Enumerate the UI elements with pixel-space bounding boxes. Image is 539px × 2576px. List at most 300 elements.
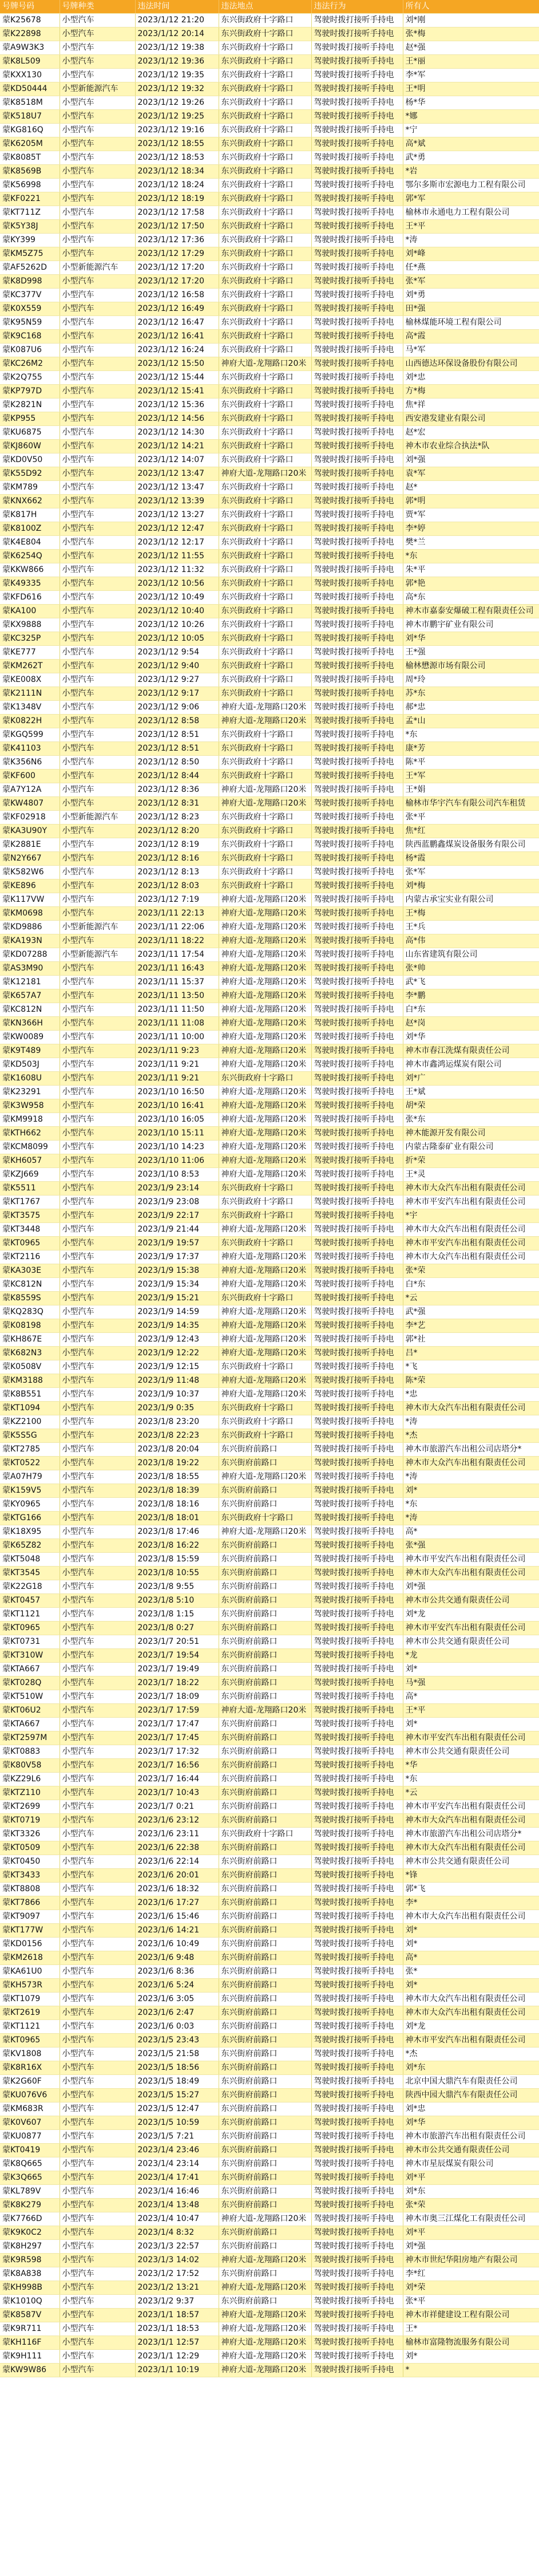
violation-time-cell: 2023/1/11 9:23: [135, 1044, 219, 1058]
violation-behavior-cell: 驾驶时拨打接听手持电: [311, 2240, 403, 2254]
plate-number-cell: 蒙KT3448: [0, 1223, 60, 1237]
violation-time-cell: 2023/1/9 12:43: [135, 1333, 219, 1347]
owner-cell: 高*东: [403, 591, 539, 605]
violation-location-cell: 东兴街政府十字路口: [219, 1512, 311, 1525]
plate-type-cell: 小型汽车: [60, 673, 135, 687]
violation-behavior-cell: 驾驶时拨打接听手持电: [311, 261, 403, 275]
table-row: [0, 1443, 539, 1457]
table-row: [0, 220, 539, 234]
violation-time-cell: 2023/1/12 19:26: [135, 96, 219, 110]
table-row: [0, 1676, 539, 1690]
plate-number-cell: 蒙KH573R: [0, 1979, 60, 1993]
violation-time-cell: 2023/1/12 9:27: [135, 673, 219, 687]
owner-cell: 任*燕: [403, 261, 539, 275]
table-row: [0, 756, 539, 770]
owner-cell: 马*军: [403, 344, 539, 357]
table-row: [0, 1924, 539, 1938]
violation-time-cell: 2023/1/11 16:43: [135, 962, 219, 976]
owner-cell: 陕西中园大鼎汽车有限责任公司: [403, 2089, 539, 2102]
violation-behavior-cell: 驾驶时拨打接听手持电: [311, 151, 403, 165]
plate-number-cell: 蒙K0508V: [0, 1360, 60, 1374]
violation-time-cell: 2023/1/6 22:38: [135, 1841, 219, 1855]
owner-cell: 刘*忠: [403, 2102, 539, 2116]
plate-type-cell: 小型汽车: [60, 453, 135, 467]
violation-behavior-cell: 驾驶时拨打接听手持电: [311, 467, 403, 481]
owner-cell: 赵*岗: [403, 1017, 539, 1031]
table-row: [0, 1470, 539, 1484]
violation-time-cell: 2023/1/11 13:50: [135, 989, 219, 1003]
owner-cell: 马*强: [403, 1676, 539, 1690]
owner-cell: 榆林市华宇汽车有限公司汽车租赁: [403, 797, 539, 811]
violation-location-cell: 东兴街府前路口: [219, 1786, 311, 1800]
plate-number-cell: 蒙KF0221: [0, 192, 60, 206]
table-row: [0, 357, 539, 371]
owner-cell: 神木市公共交通有限责任公司: [403, 1635, 539, 1649]
violation-location-cell: 东兴街府前路口: [219, 1580, 311, 1594]
violation-location-cell: 神府大道-龙翔路口20米: [219, 893, 311, 907]
table-row: [0, 2240, 539, 2254]
table-row: [0, 811, 539, 825]
owner-cell: 内蒙古承宝实业有限公司: [403, 893, 539, 907]
violation-time-cell: 2023/1/12 16:24: [135, 344, 219, 357]
table-row: [0, 1237, 539, 1250]
plate-type-cell: 小型汽车: [60, 2006, 135, 2020]
violation-location-cell: 东兴街政府十字路口: [219, 1237, 311, 1250]
violation-location-cell: 神府大道-龙翔路口20米: [219, 1470, 311, 1484]
table-row: [0, 165, 539, 179]
violation-time-cell: 2023/1/12 14:21: [135, 440, 219, 453]
plate-type-cell: 小型汽车: [60, 989, 135, 1003]
plate-type-cell: 小型汽车: [60, 1731, 135, 1745]
plate-number-cell: 蒙KC812N: [0, 1003, 60, 1017]
violation-time-cell: 2023/1/9 12:22: [135, 1347, 219, 1360]
violation-location-cell: 东兴街府前路口: [219, 2006, 311, 2020]
violation-behavior-cell: 驾驶时拨打接听手持电: [311, 1264, 403, 1278]
violation-time-cell: 2023/1/12 14:56: [135, 412, 219, 426]
owner-cell: *华: [403, 1759, 539, 1773]
violation-time-cell: 2023/1/1 12:29: [135, 2350, 219, 2364]
violation-location-cell: 东兴街府前路口: [219, 1814, 311, 1828]
table-row: [0, 412, 539, 426]
plate-type-cell: 小型汽车: [60, 151, 135, 165]
owner-cell: *锋: [403, 1869, 539, 1883]
plate-type-cell: 小型汽车: [60, 357, 135, 371]
table-row: [0, 1814, 539, 1828]
plate-number-cell: 蒙K3W958: [0, 1099, 60, 1113]
plate-type-cell: 小型汽车: [60, 1855, 135, 1869]
violation-location-cell: 东兴街府前路口: [219, 2130, 311, 2144]
plate-number-cell: 蒙K087U6: [0, 344, 60, 357]
violation-behavior-cell: 驾驶时拨打接听手持电: [311, 701, 403, 715]
table-row: [0, 1182, 539, 1196]
plate-number-cell: 蒙K25678: [0, 14, 60, 27]
violation-time-cell: 2023/1/12 13:27: [135, 508, 219, 522]
violation-behavior-cell: 驾驶时拨打接听手持电: [311, 934, 403, 948]
violation-behavior-cell: 驾驶时拨打接听手持电: [311, 550, 403, 563]
violation-time-cell: 2023/1/9 11:48: [135, 1374, 219, 1388]
table-row: [0, 591, 539, 605]
violation-behavior-cell: 驾驶时拨打接听手持电: [311, 1759, 403, 1773]
violation-location-cell: 东兴街政府十字路口: [219, 508, 311, 522]
violation-time-cell: 2023/1/12 8:50: [135, 756, 219, 770]
violation-location-cell: 神府大道-龙翔路口20米: [219, 1388, 311, 1402]
violation-time-cell: 2023/1/12 19:36: [135, 55, 219, 69]
owner-cell: *东: [403, 1498, 539, 1512]
plate-number-cell: 蒙KF02918: [0, 811, 60, 825]
violation-location-cell: 东兴街府前路口: [219, 1608, 311, 1622]
table-row: [0, 907, 539, 921]
owner-cell: *云: [403, 1786, 539, 1800]
table-row: [0, 1360, 539, 1374]
violation-location-cell: 东兴街政府十字路口: [219, 124, 311, 137]
plate-type-cell: 小型汽车: [60, 206, 135, 220]
violation-location-cell: 东兴街政府十字路口: [219, 110, 311, 124]
plate-type-cell: 小型汽车: [60, 838, 135, 852]
violation-location-cell: 神府大道-龙翔路口20米: [219, 2350, 311, 2364]
plate-number-cell: 蒙KT3545: [0, 1567, 60, 1580]
plate-number-cell: 蒙K7766D: [0, 2212, 60, 2226]
violation-location-cell: 东兴街政府十字路口: [219, 82, 311, 96]
violation-time-cell: 2023/1/6 0:03: [135, 2020, 219, 2034]
violation-location-cell: 东兴街府前路口: [219, 1594, 311, 1608]
violation-behavior-cell: 驾驶时拨打接听手持电: [311, 783, 403, 797]
table-row: [0, 1622, 539, 1635]
owner-cell: 神木市大众汽车出租有限责任公司: [403, 1182, 539, 1196]
table-row: [0, 330, 539, 344]
table-row: [0, 1773, 539, 1786]
owner-cell: 刘*平: [403, 2226, 539, 2240]
owner-cell: 杨*华: [403, 96, 539, 110]
violation-location-cell: 神府大道-龙翔路口20米: [219, 989, 311, 1003]
violation-location-cell: 神府大道-龙翔路口20米: [219, 2254, 311, 2267]
owner-cell: 王*平: [403, 1704, 539, 1718]
plate-number-cell: 蒙K56998: [0, 179, 60, 192]
plate-number-cell: 蒙K9C168: [0, 330, 60, 344]
owner-cell: 神木市公共交通有限责任公司: [403, 1594, 539, 1608]
violation-time-cell: 2023/1/12 15:44: [135, 371, 219, 385]
plate-number-cell: 蒙KT177W: [0, 1924, 60, 1938]
violation-behavior-cell: 驾驶时拨打接听手持电: [311, 1319, 403, 1333]
violation-behavior-cell: 驾驶时拨打接听手持电: [311, 1924, 403, 1938]
plate-type-cell: 小型汽车: [60, 1786, 135, 1800]
plate-type-cell: 小型汽车: [60, 1608, 135, 1622]
violation-location-cell: 东兴街政府十字路口: [219, 1209, 311, 1223]
violation-behavior-cell: 驾驶时拨打接听手持电: [311, 2034, 403, 2048]
violation-time-cell: 2023/1/7 19:49: [135, 1663, 219, 1676]
table-row: [0, 866, 539, 879]
violation-behavior-cell: 驾驶时拨打接听手持电: [311, 1402, 403, 1415]
plate-number-cell: 蒙K65Z82: [0, 1539, 60, 1553]
plate-type-cell: 小型汽车: [60, 2185, 135, 2199]
owner-cell: 神木市平安汽车出租有限责任公司: [403, 1731, 539, 1745]
plate-type-cell: 小型汽车: [60, 1223, 135, 1237]
plate-type-cell: 小型汽车: [60, 234, 135, 247]
violation-behavior-cell: 驾驶时拨打接听手持电: [311, 1704, 403, 1718]
violation-location-cell: 东兴街府前路口: [219, 1635, 311, 1649]
violation-time-cell: 2023/1/6 8:36: [135, 1965, 219, 1979]
violation-behavior-cell: 驾驶时拨打接听手持电: [311, 2144, 403, 2157]
owner-cell: 胡*荣: [403, 1099, 539, 1113]
owner-cell: 王*灵: [403, 1168, 539, 1182]
violation-location-cell: 东兴街府前路口: [219, 2116, 311, 2130]
violation-behavior-cell: 驾驶时拨打接听手持电: [311, 1965, 403, 1979]
plate-type-cell: 小型汽车: [60, 728, 135, 742]
violation-location-cell: 神府大道-龙翔路口20米: [219, 1141, 311, 1154]
violation-time-cell: 2023/1/12 18:34: [135, 165, 219, 179]
table-row: [0, 605, 539, 618]
violation-location-cell: 东兴街政府十字路口: [219, 316, 311, 330]
table-row: [0, 1058, 539, 1072]
violation-time-cell: 2023/1/11 17:54: [135, 948, 219, 962]
plate-type-cell: 小型汽车: [60, 1512, 135, 1525]
plate-type-cell: 小型汽车: [60, 907, 135, 921]
violation-time-cell: 2023/1/2 13:21: [135, 2281, 219, 2295]
violation-time-cell: 2023/1/7 16:56: [135, 1759, 219, 1773]
violation-behavior-cell: 驾驶时拨打接听手持电: [311, 646, 403, 660]
plate-number-cell: 蒙KM9918: [0, 1113, 60, 1127]
owner-cell: 神木市旅游汽车出租公司店塔分*: [403, 1828, 539, 1841]
violation-location-cell: 神府大道-龙翔路口20米: [219, 467, 311, 481]
owner-cell: 苏*东: [403, 687, 539, 701]
violation-behavior-cell: 驾驶时拨打接听手持电: [311, 1058, 403, 1072]
violation-time-cell: 2023/1/4 13:48: [135, 2199, 219, 2212]
violation-behavior-cell: 驾驶时拨打接听手持电: [311, 797, 403, 811]
table-row: [0, 1718, 539, 1731]
violation-time-cell: 2023/1/12 19:35: [135, 69, 219, 82]
violation-location-cell: 神府大道-龙翔路口20米: [219, 715, 311, 728]
violation-location-cell: 东兴街府前路口: [219, 1883, 311, 1896]
violation-time-cell: 2023/1/6 9:48: [135, 1951, 219, 1965]
violation-time-cell: 2023/1/12 18:19: [135, 192, 219, 206]
owner-cell: 高*斌: [403, 137, 539, 151]
owner-cell: 刘*龙: [403, 1608, 539, 1622]
owner-cell: 张*: [403, 1965, 539, 1979]
owner-cell: 郭*社: [403, 1333, 539, 1347]
violation-location-cell: 东兴街政府十字路口: [219, 481, 311, 495]
owner-cell: 刘*强: [403, 453, 539, 467]
plate-type-cell: 小型汽车: [60, 1841, 135, 1855]
table-row: [0, 879, 539, 893]
plate-number-cell: 蒙KF600: [0, 770, 60, 783]
violation-behavior-cell: 驾驶时拨打接听手持电: [311, 481, 403, 495]
violation-time-cell: 2023/1/1 18:57: [135, 2309, 219, 2322]
owner-cell: 神木市平安汽车出租有限责任公司: [403, 1196, 539, 1209]
plate-number-cell: 蒙K41103: [0, 742, 60, 756]
table-row: [0, 1731, 539, 1745]
table-row: [0, 1031, 539, 1044]
owner-cell: 刘*强: [403, 2240, 539, 2254]
plate-type-cell: 小型汽车: [60, 1319, 135, 1333]
plate-number-cell: 蒙K8518M: [0, 96, 60, 110]
owner-cell: 焦*祥: [403, 399, 539, 412]
owner-cell: 杨*霞: [403, 852, 539, 866]
violation-behavior-cell: 驾驶时拨打接听手持电: [311, 2089, 403, 2102]
violation-location-cell: 东兴街政府十字路口: [219, 453, 311, 467]
owner-cell: 榆林市富隆物流服务有限公司: [403, 2336, 539, 2350]
plate-number-cell: 蒙KH6057: [0, 1154, 60, 1168]
table-row: [0, 247, 539, 261]
violation-location-cell: 东兴街政府十字路口: [219, 179, 311, 192]
plate-number-cell: 蒙KKW866: [0, 563, 60, 577]
violation-behavior-cell: 驾驶时拨打接听手持电: [311, 2185, 403, 2199]
owner-cell: 王*丽: [403, 55, 539, 69]
violation-behavior-cell: 驾驶时拨打接听手持电: [311, 330, 403, 344]
violation-behavior-cell: 驾驶时拨打接听手持电: [311, 1099, 403, 1113]
violation-time-cell: 2023/1/3 22:57: [135, 2240, 219, 2254]
plate-number-cell: 蒙K6205M: [0, 137, 60, 151]
table-row: [0, 1333, 539, 1347]
plate-type-cell: 小型汽车: [60, 1663, 135, 1676]
plate-type-cell: 小型汽车: [60, 879, 135, 893]
violation-location-cell: 神府大道-龙翔路口20米: [219, 2364, 311, 2377]
plate-type-cell: 小型汽车: [60, 1086, 135, 1099]
table-row: [0, 14, 539, 27]
plate-type-cell: 小型汽车: [60, 467, 135, 481]
violation-time-cell: 2023/1/6 23:12: [135, 1814, 219, 1828]
table-row: [0, 1347, 539, 1360]
owner-cell: 王*娟: [403, 783, 539, 797]
violation-behavior-cell: 驾驶时拨打接听手持电: [311, 1690, 403, 1704]
table-row: [0, 27, 539, 41]
owner-cell: 李*红: [403, 2267, 539, 2281]
violation-time-cell: 2023/1/5 15:27: [135, 2089, 219, 2102]
violation-location-cell: 东兴街政府十字路口: [219, 220, 311, 234]
table-row: [0, 234, 539, 247]
owner-cell: 张*军: [403, 866, 539, 879]
violation-time-cell: 2023/1/6 20:01: [135, 1869, 219, 1883]
violation-behavior-cell: 驾驶时拨打接听手持电: [311, 907, 403, 921]
violation-time-cell: 2023/1/12 8:19: [135, 838, 219, 852]
violation-behavior-cell: 驾驶时拨打接听手持电: [311, 1374, 403, 1388]
violation-location-cell: 东兴街政府十字路口: [219, 302, 311, 316]
plate-number-cell: 蒙KT06U2: [0, 1704, 60, 1718]
violation-location-cell: 东兴街政府十字路口: [219, 550, 311, 563]
plate-type-cell: 小型汽车: [60, 1003, 135, 1017]
owner-cell: 神木市平安汽车出租有限责任公司: [403, 1800, 539, 1814]
violation-location-cell: 东兴街府前路口: [219, 1649, 311, 1663]
table-row: [0, 783, 539, 797]
violation-time-cell: 2023/1/1 18:53: [135, 2322, 219, 2336]
plate-number-cell: 蒙KD503J: [0, 1058, 60, 1072]
owner-cell: 武*飞: [403, 976, 539, 989]
plate-type-cell: 小型汽车: [60, 2295, 135, 2309]
violation-behavior-cell: 驾驶时拨打接听手持电: [311, 2102, 403, 2116]
violation-behavior-cell: 驾驶时拨打接听手持电: [311, 1154, 403, 1168]
violation-behavior-cell: 驾驶时拨打接听手持电: [311, 1470, 403, 1484]
violation-location-cell: 东兴街府前路口: [219, 2034, 311, 2048]
plate-type-cell: 小型汽车: [60, 2130, 135, 2144]
violation-time-cell: 2023/1/12 8:51: [135, 742, 219, 756]
owner-cell: 刘*: [403, 1484, 539, 1498]
plate-number-cell: 蒙K6254Q: [0, 550, 60, 563]
violation-time-cell: 2023/1/12 19:16: [135, 124, 219, 137]
plate-type-cell: 小型汽车: [60, 1704, 135, 1718]
owner-cell: 刘*平: [403, 2171, 539, 2185]
plate-type-cell: 小型汽车: [60, 1883, 135, 1896]
violation-time-cell: 2023/1/8 18:55: [135, 1470, 219, 1484]
owner-cell: 神木市旅游汽车出租公司店塔分*: [403, 1443, 539, 1457]
plate-number-cell: 蒙AF5262D: [0, 261, 60, 275]
plate-type-cell: 小型汽车: [60, 2102, 135, 2116]
violation-time-cell: 2023/1/12 11:55: [135, 550, 219, 563]
plate-number-cell: 蒙KD50444: [0, 82, 60, 96]
plate-number-cell: 蒙K18X95: [0, 1525, 60, 1539]
table-row: [0, 2157, 539, 2171]
violation-behavior-cell: 驾驶时拨打接听手持电: [311, 1457, 403, 1470]
violation-location-cell: 东兴街府前路口: [219, 2075, 311, 2089]
owner-cell: *涛: [403, 1415, 539, 1429]
violation-location-cell: 东兴街府前路口: [219, 1443, 311, 1457]
owner-cell: 刘*: [403, 1938, 539, 1951]
table-row: [0, 962, 539, 976]
table-row: [0, 1003, 539, 1017]
violation-location-cell: 东兴街府前路口: [219, 1841, 311, 1855]
plate-number-cell: 蒙K1010Q: [0, 2295, 60, 2309]
violation-behavior-cell: 驾驶时拨打接听手持电: [311, 302, 403, 316]
table-row: [0, 673, 539, 687]
violation-location-cell: 东兴街府前路口: [219, 1567, 311, 1580]
violation-time-cell: 2023/1/7 18:09: [135, 1690, 219, 1704]
violation-behavior-cell: 驾驶时拨打接听手持电: [311, 14, 403, 27]
violation-location-cell: 东兴街政府十字路口: [219, 234, 311, 247]
owner-cell: 贾*军: [403, 508, 539, 522]
violation-time-cell: 2023/1/10 8:53: [135, 1168, 219, 1182]
owner-cell: 神木能源开发有限公司: [403, 1127, 539, 1141]
violation-location-cell: 东兴街政府十字路口: [219, 399, 311, 412]
plate-number-cell: 蒙KA61U0: [0, 1965, 60, 1979]
violation-behavior-cell: 驾驶时拨打接听手持电: [311, 2048, 403, 2061]
table-row: [0, 371, 539, 385]
violation-location-cell: 东兴街政府十字路口: [219, 96, 311, 110]
plate-type-cell: 小型汽车: [60, 1360, 135, 1374]
plate-number-cell: 蒙K657A7: [0, 989, 60, 1003]
plate-number-cell: 蒙KU076V6: [0, 2089, 60, 2102]
plate-number-cell: 蒙KH867E: [0, 1333, 60, 1347]
plate-number-cell: 蒙KC812N: [0, 1278, 60, 1292]
plate-type-cell: 小型汽车: [60, 2226, 135, 2240]
violation-time-cell: 2023/1/12 19:32: [135, 82, 219, 96]
plate-number-cell: 蒙KTA667: [0, 1663, 60, 1676]
table-row: [0, 2199, 539, 2212]
table-row: [0, 69, 539, 82]
plate-type-cell: 小型汽车: [60, 1525, 135, 1539]
plate-type-cell: 小型汽车: [60, 2020, 135, 2034]
owner-cell: 神木市大众汽车出租有限责任公司: [403, 1457, 539, 1470]
plate-type-cell: 小型新能源汽车: [60, 921, 135, 934]
violation-location-cell: 东兴街政府十字路口: [219, 385, 311, 399]
table-row: [0, 618, 539, 632]
violation-location-cell: 东兴街政府十字路口: [219, 728, 311, 742]
violation-behavior-cell: 驾驶时拨打接听手持电: [311, 2116, 403, 2130]
owner-cell: 周*玲: [403, 673, 539, 687]
violation-behavior-cell: 驾驶时拨打接听手持电: [311, 2364, 403, 2377]
owner-cell: *东: [403, 1773, 539, 1786]
violation-behavior-cell: 驾驶时拨打接听手持电: [311, 1415, 403, 1429]
table-row: [0, 1539, 539, 1553]
violation-time-cell: 2023/1/8 9:55: [135, 1580, 219, 1594]
owner-cell: 王*强: [403, 646, 539, 660]
violation-location-cell: 东兴街政府十字路口: [219, 1292, 311, 1305]
owner-cell: 田*强: [403, 302, 539, 316]
table-row: [0, 1292, 539, 1305]
plate-type-cell: 小型汽车: [60, 962, 135, 976]
plate-number-cell: 蒙KA303E: [0, 1264, 60, 1278]
table-row: [0, 1745, 539, 1759]
violation-time-cell: 2023/1/12 8:23: [135, 811, 219, 825]
plate-number-cell: 蒙K518U7: [0, 110, 60, 124]
owner-cell: 高*伟: [403, 934, 539, 948]
plate-type-cell: 小型汽车: [60, 399, 135, 412]
